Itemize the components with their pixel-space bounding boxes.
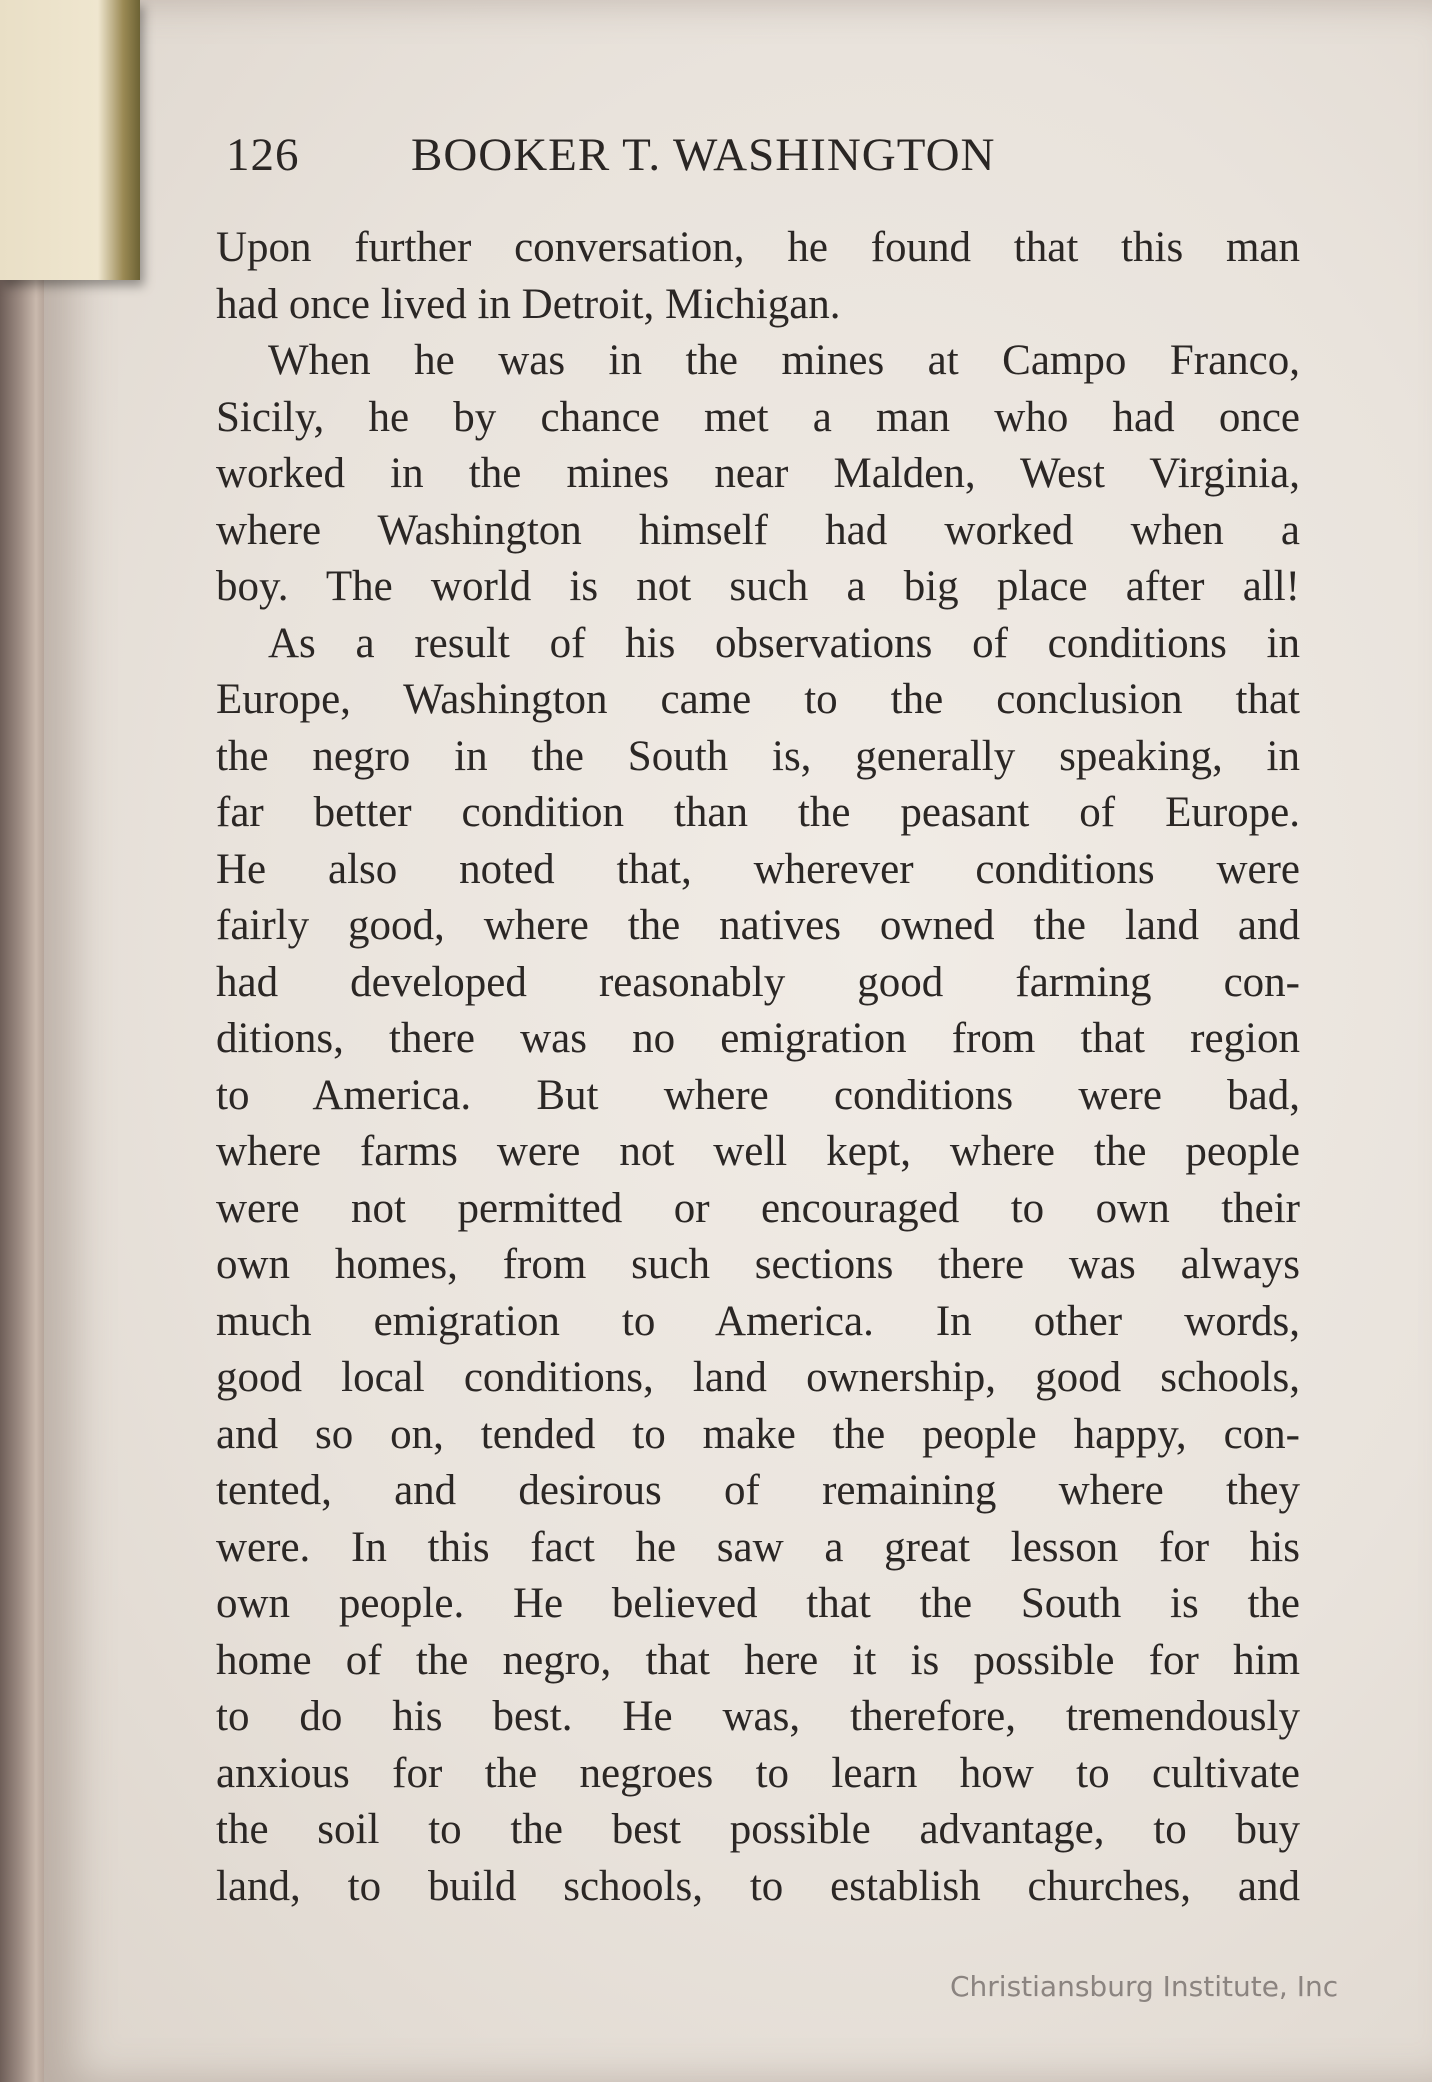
watermark: Christiansburg Institute, Inc [950,1970,1339,2003]
text-line: much emigration to America. In other words, [216,1297,1300,1345]
text-line: When he was in the mines at Campo Franco, [268,337,1300,384]
text-line: the soil to the best possible advantage, to buy [216,1806,1300,1853]
text-line: had developed reasonably good farming con- [216,958,1300,1006]
text-line: Sicily, he by chance met a man who had once [216,393,1300,441]
running-title: BOOKER T. WASHINGTON [411,129,996,181]
body-text [216,220,1300,1915]
text-line: Europe, Washington came to the conclusion that [216,676,1300,723]
text-line: As a result of his observations of conditions in [268,619,1300,667]
text-line: had once lived in Detroit, Michigan. [216,280,841,328]
text-line: good local conditions, land ownership, good schools, [216,1354,1300,1401]
page-header [226,128,1296,182]
page-number: 126 [226,129,300,181]
text-line: where Washington himself had worked when a [216,506,1300,554]
text-line: far better condition than the peasant of Europe. [216,789,1300,836]
text-line: fairly good, where the natives owned the land and [216,902,1300,949]
text-line: tented, and desirous of remaining where they [216,1467,1300,1514]
text-line: the negro in the South is, generally speaking, in [216,732,1300,780]
text-line: to do his best. He was, therefore, tremendously [216,1693,1300,1740]
text-line: and so on, tended to make the people happy, con- [216,1410,1300,1458]
text-line: to America. But where conditions were bad, [216,1071,1300,1119]
text-line: where farms were not well kept, where the people [216,1128,1300,1175]
text-line: land, to build schools, to establish churches, and [216,1862,1300,1910]
text-line: home of the negro, that here it is possible for him [216,1636,1300,1684]
text-line: own homes, from such sections there was always [216,1241,1300,1288]
text-line: ditions, there was no emigration from that region [216,1015,1300,1062]
text-line: were. In this fact he saw a great lesson for his [216,1523,1300,1571]
text-line: Upon further conversation, he found that this man [216,224,1300,271]
text-line: boy. The world is not such a big place after all! [216,563,1300,610]
text-line: were not permitted or encouraged to own their [216,1184,1300,1232]
text-line: anxious for the negroes to learn how to cultivate [216,1749,1300,1797]
text-line: own people. He believed that the South is the [216,1580,1300,1627]
text-line: worked in the mines near Malden, West Virginia, [216,450,1300,497]
text-line: He also noted that, wherever conditions were [216,845,1300,893]
previous-page-edge [0,0,140,280]
